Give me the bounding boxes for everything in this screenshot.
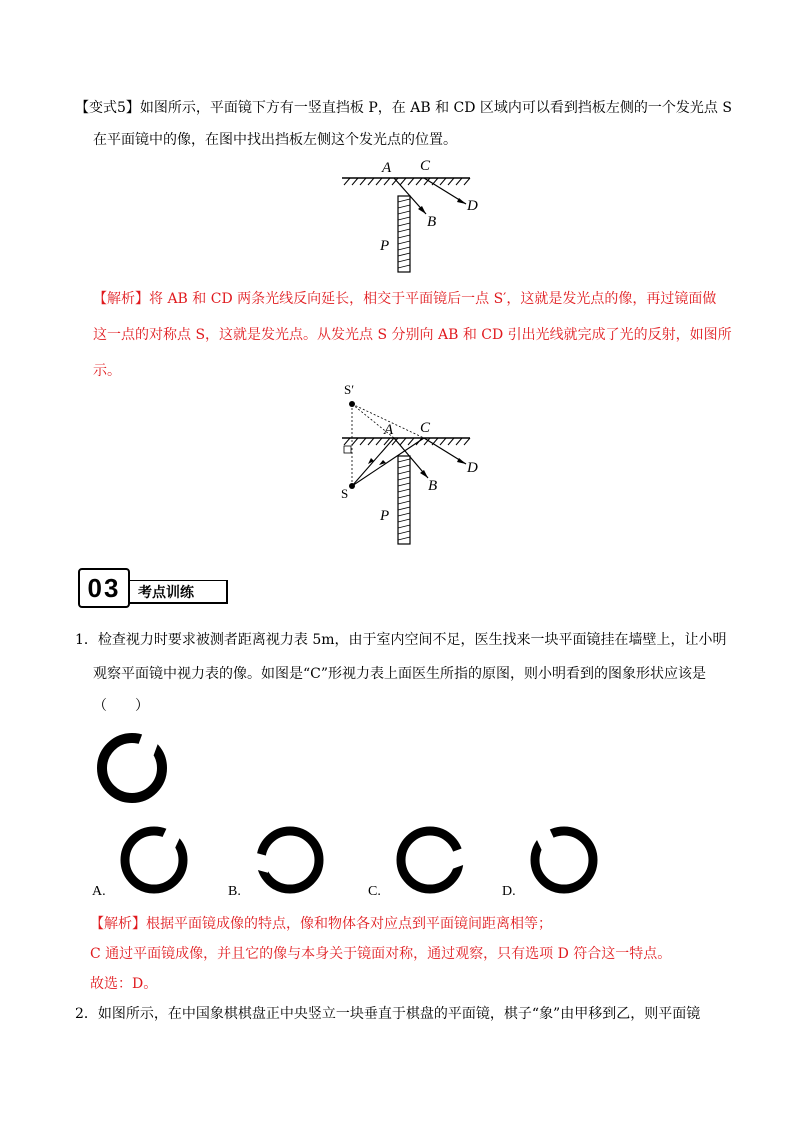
barrier-plate <box>398 456 410 544</box>
figure-mirror-barrier <box>330 150 480 280</box>
q1-analysis-line-2: C 通过平面镜成像，并且它的像与本身关于镜面对称，通过观察，只有选项 D 符合这一特点。 <box>90 946 672 962</box>
option-b-label[interactable]: B. <box>228 884 241 899</box>
variant-line-1: 【变式5】如图所示，平面镜下方有一竖直挡板 P，在 AB 和 CD 区域内可以看到挡板左侧的一个发光点 S <box>75 100 732 116</box>
reflected-ray-CD <box>424 438 466 464</box>
barrier-plate <box>398 196 410 272</box>
q1-analysis-line-3: 故选：D。 <box>90 976 158 992</box>
label-P: P <box>380 238 390 254</box>
variant-line-2: 在平面镜中的像，在图中找出挡板左侧这个发光点的位置。 <box>93 132 457 148</box>
q1-line-3: （ ） <box>93 698 149 714</box>
option-c-label[interactable]: C. <box>368 884 381 899</box>
variant-analysis-line-1: 【解析】将 AB 和 CD 两条光线反向延长，相交于平面镜后一点 S′，这就是发光点的像，再过镜面做 <box>93 291 717 307</box>
c-ring-option-c <box>392 822 468 898</box>
label-B: B <box>427 214 437 230</box>
q1-analysis-line-1: 【解析】根据平面镜成像的特点，像和物体各对应点到平面镜间距离相等； <box>90 916 552 932</box>
label-D: D <box>467 198 478 214</box>
label-C: C <box>420 420 431 436</box>
mirror-surface <box>342 438 470 445</box>
option-a-label[interactable]: A. <box>92 884 106 899</box>
c-ring-option-a <box>116 822 192 898</box>
image-point-S-prime <box>349 401 355 407</box>
label-D: D <box>467 460 478 476</box>
c-ring-original <box>92 728 172 808</box>
figure-solution <box>330 380 490 550</box>
mirror-surface <box>342 178 470 185</box>
c-ring-option-b <box>252 822 328 898</box>
option-d-label[interactable]: D. <box>502 884 516 899</box>
variant-analysis-line-3: 示。 <box>93 363 121 379</box>
q2-line-1: 2．如图所示，在中国象棋棋盘正中央竖立一块垂直于棋盘的平面镜，棋子“象”由甲移到乙，则平面镜 <box>75 1006 701 1022</box>
label-C: C <box>420 158 431 174</box>
right-angle-marker <box>344 446 351 453</box>
label-A: A <box>384 422 394 438</box>
q1-line-1: 1．检查视力时要求被测者距离视力表 5m，由于室内空间不足，医生找来一块平面镜挂在墙壁上，让小明 <box>75 632 727 648</box>
q1-line-2: 观察平面镜中视力表的像。如图是“C”形视力表上面医生所指的原图，则小明看到的图象形状应该是 <box>93 666 707 682</box>
variant-analysis-line-2: 这一点的对称点 S，这就是发光点。从发光点 S 分别向 AB 和 CD 引出光线就完成了光的反射，如图所 <box>93 327 732 343</box>
section-number: 03 <box>78 568 130 608</box>
label-P: P <box>380 508 390 524</box>
label-S: S <box>341 486 349 501</box>
label-S-prime: S′ <box>344 382 355 397</box>
section-title: 考点训练 <box>128 580 228 604</box>
label-B: B <box>428 478 438 494</box>
c-ring-option-d <box>526 822 602 898</box>
label-A: A <box>382 160 392 176</box>
reflected-ray-CD <box>424 178 466 204</box>
